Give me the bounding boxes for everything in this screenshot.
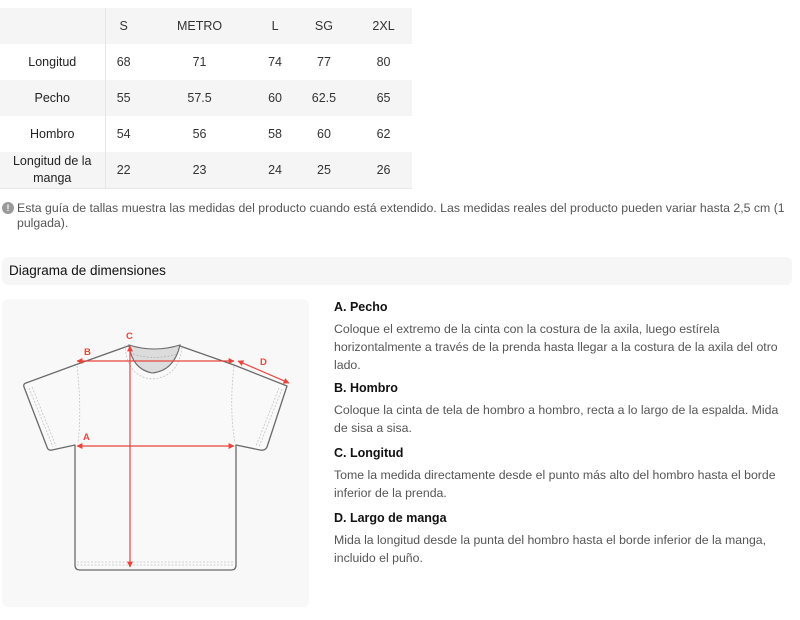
tshirt-diagram-icon (2, 299, 309, 607)
table-header-corner (0, 8, 105, 44)
description-sleeve-length (334, 510, 784, 567)
table-cell: 55 (116, 91, 131, 105)
description-title: A. Pecho (334, 300, 388, 314)
description-title: C. Longitud (334, 446, 404, 460)
info-icon: ! (2, 202, 14, 214)
description-chest (334, 299, 784, 374)
description-text: Coloque la cinta de tela de hombro a hombro, recta a lo largo de la espalda. Mida de sisa a sisa. (334, 403, 779, 435)
table-row (0, 116, 412, 152)
table-header-cell: S (119, 19, 128, 33)
table-row (0, 80, 412, 116)
table-header-cell: 2XL (372, 19, 395, 33)
table-cell: 74 (268, 55, 282, 69)
table-cell: 22 (116, 162, 131, 177)
row-label: Longitud (0, 44, 105, 80)
table-cell: 26 (376, 162, 391, 177)
description-shoulder (334, 380, 784, 437)
row-label: Pecho (0, 80, 105, 116)
table-cell: 60 (268, 91, 282, 105)
table-cell: 71 (192, 55, 207, 69)
table-cell: 25 (317, 162, 331, 177)
description-title: D. Largo de manga (334, 511, 447, 525)
description-text: Mida la longitud desde la punta del hombro hasta el borde inferior de la manga, incluido el puño. (334, 533, 767, 565)
description-length (334, 445, 784, 502)
note-text: Esta guía de tallas muestra las medidas del producto cuando está extendido. Las medidas reales del producto pueden variar hasta 2,5 cm (1 pulgada). (17, 201, 785, 230)
table-cell: 60 (317, 127, 331, 141)
table-header-cell: SG (314, 19, 333, 33)
table-header-cell: L (271, 19, 279, 33)
table-row (0, 152, 412, 188)
description-title: B. Hombro (334, 381, 398, 395)
table-row (0, 44, 412, 80)
label-d: D (260, 357, 267, 368)
label-c: C (126, 331, 133, 342)
description-text: Tome la medida directamente desde el punto más alto del hombro hasta el borde inferior de la prenda. (334, 468, 776, 500)
row-label: Longitud de la manga (0, 152, 105, 188)
table-header-row (0, 8, 412, 44)
table-cell: 24 (268, 162, 282, 177)
description-text: Coloque el extremo de la cinta con la costura de la axila, luego estírela horizontalmente a través de la prenda hasta llegar a la costura de la axila del otro lado. (334, 322, 778, 372)
label-a: A (83, 432, 90, 443)
table-cell: 57.5 (187, 91, 212, 105)
table-cell: 58 (268, 127, 282, 141)
table-cell: 23 (192, 162, 207, 177)
table-cell: 68 (116, 55, 131, 69)
table-cell: 62 (376, 127, 391, 141)
table-header-cell: METRO (176, 19, 223, 33)
table-cell: 62.5 (311, 91, 337, 105)
table-cell: 77 (317, 55, 331, 69)
section-title: Diagrama de dimensiones (9, 263, 166, 278)
table-cell: 65 (376, 91, 391, 105)
size-guide-note (2, 201, 792, 231)
table-cell: 80 (376, 55, 391, 69)
table-cell: 56 (192, 127, 207, 141)
row-label: Hombro (0, 116, 105, 152)
label-b: B (84, 347, 91, 358)
size-table (0, 8, 412, 189)
table-cell: 54 (116, 127, 131, 141)
section-header (2, 257, 792, 285)
dimension-diagram (2, 299, 309, 607)
